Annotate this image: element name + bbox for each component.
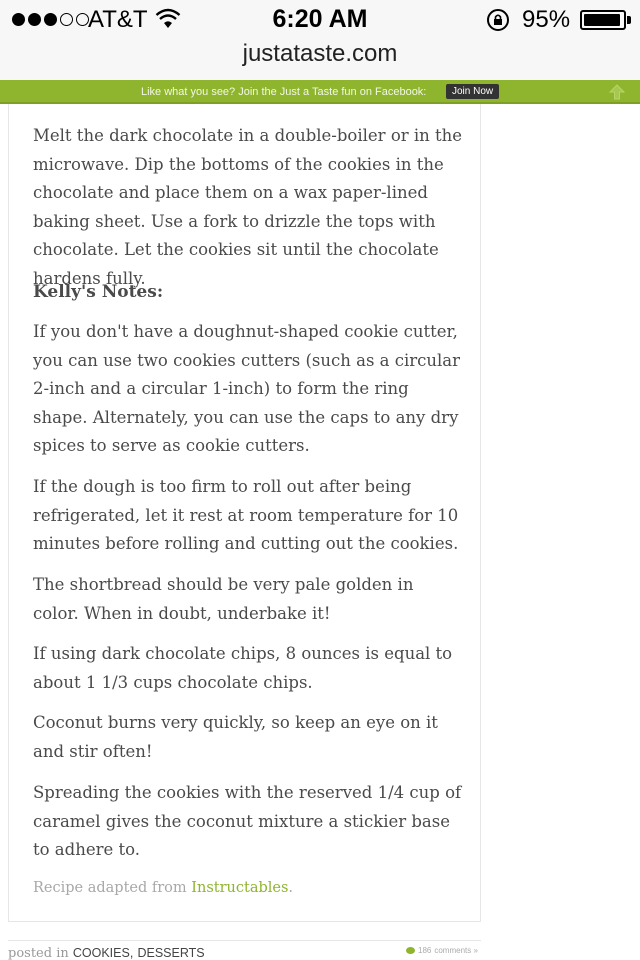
footer-divider: [8, 940, 481, 941]
comments-label: comments »: [434, 946, 478, 955]
comment-bubble-icon: [406, 947, 415, 954]
orientation-lock-icon: [486, 8, 510, 32]
scroll-to-top-icon[interactable]: [608, 83, 626, 101]
url-text: justataste.com: [242, 40, 398, 67]
category-link-desserts[interactable]: DESSERTS: [137, 946, 205, 960]
note-paragraph: If the dough is too firm to roll out after being refrigerated, let it rest at room temperature for 10 minutes before rolling and cutting out the cookies.: [33, 477, 459, 553]
credit-suffix: .: [288, 880, 294, 896]
facebook-banner: [0, 80, 640, 104]
instructables-link[interactable]: Instructables: [191, 880, 289, 896]
credit-prefix: Recipe adapted from: [33, 880, 187, 896]
status-bar: [0, 0, 640, 40]
note-paragraph: If you don't have a doughnut-shaped cookie cutter, you can use two cookies cutters (such as a circular 2-inch and a circular 1-inch) to form the ring shape. Alternately, you can use the caps to any dry spices to serve as cookie cutters.: [33, 322, 461, 455]
note-paragraph: If using dark chocolate chips, 8 ounces is equal to about 1 1/3 cups chocolate chips.: [33, 644, 453, 692]
note-paragraph: Coconut burns very quickly, so keep an eye on it and stir often!: [33, 713, 438, 761]
post-categories: posted in COOKIES, DESSERTS: [8, 946, 205, 960]
category-link-cookies[interactable]: COOKIES: [72, 946, 130, 960]
note-paragraph: Spreading the cookies with the reserved 1/4 cup of caramel gives the coconut mixture a stickier base to adhere to.: [33, 783, 462, 859]
note-paragraph: The shortbread should be very pale golden in color. When in doubt, underbake it!: [33, 575, 414, 623]
facebook-banner-text: Like what you see? Join the Just a Taste fun on Facebook:: [141, 86, 427, 98]
carrier-name: AT&T: [88, 6, 148, 33]
instruction-paragraph: Melt the dark chocolate in a double-boiler or in the microwave. Dip the bottoms of the cookies in the chocolate and place them on a wax paper-lined baking sheet. Use a fork to drizzle the tops with chocolate. Let the cookies sit until the chocolate hardens fully.: [33, 126, 463, 288]
comments-count: 186: [418, 946, 432, 955]
clock: 6:20 AM: [272, 5, 368, 33]
url-bar[interactable]: [0, 40, 640, 80]
join-now-button[interactable]: Join Now: [446, 84, 499, 99]
battery-icon: [580, 10, 626, 30]
recipe-credit: [33, 880, 293, 896]
posted-in-label: posted in: [8, 946, 69, 960]
battery-nub: [627, 16, 631, 24]
notes-heading: Kelly's Notes:: [33, 282, 164, 302]
comments-link[interactable]: [406, 946, 478, 955]
battery-percent: 95%: [522, 6, 571, 33]
